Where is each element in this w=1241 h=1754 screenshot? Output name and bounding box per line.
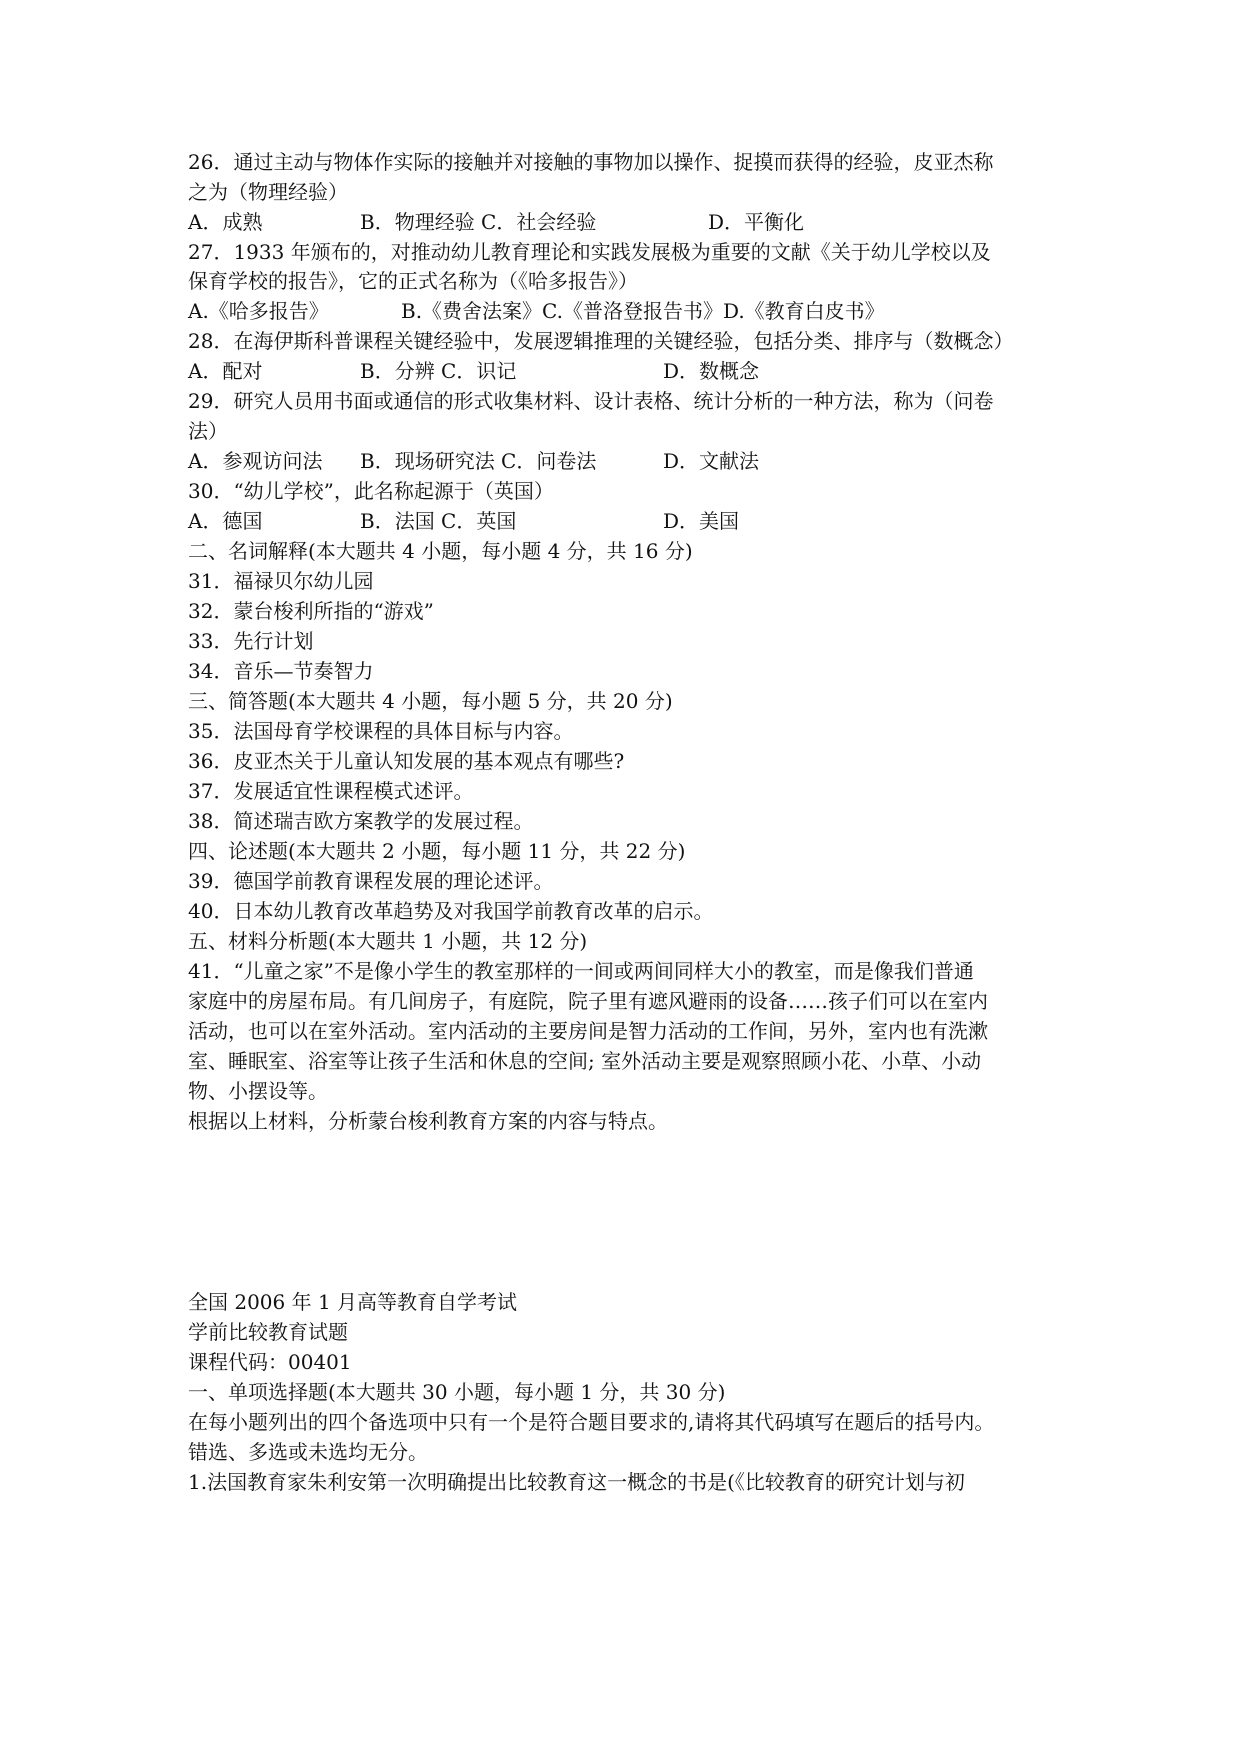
q29-option-d: D．文献法 xyxy=(663,449,760,473)
section2-heading: 二、名词解释(本大题共 4 小题，每小题 4 分，共 16 分) xyxy=(188,539,693,563)
q30-option-d: D．美国 xyxy=(663,509,740,533)
q41-line: 物、小摆设等。 xyxy=(188,1079,328,1103)
section2-item: 31．福禄贝尔幼儿园 xyxy=(188,569,374,593)
q41-line: 家庭中的房屋布局。有几间房子，有庭院，院子里有遮风避雨的设备……孩子们可以在室内 xyxy=(188,989,988,1013)
q26-option-a: A．成熟 xyxy=(188,210,263,234)
section3-item: 36．皮亚杰关于儿童认知发展的基本观点有哪些? xyxy=(188,749,625,773)
q29-option-bc: B．现场研究法 C．问卷法 xyxy=(360,449,597,473)
q41-prompt: 根据以上材料，分析蒙台梭利教育方案的内容与特点。 xyxy=(188,1109,668,1133)
q29-stem-line-1: 29．研究人员用书面或通信的形式收集材料、设计表格、统计分析的一种方法，称为（问卷 xyxy=(188,389,994,413)
q28-option-bc: B．分辨 C．识记 xyxy=(360,359,517,383)
q30-option-a: A．德国 xyxy=(188,509,263,533)
exam-q1-stem: 1.法国教育家朱利安第一次明确提出比较教育这一概念的书是(《比较教育的研究计划与初 xyxy=(188,1470,965,1494)
section4-item: 40．日本幼儿教育改革趋势及对我国学前教育改革的启示。 xyxy=(188,899,714,923)
q27-option-a: A.《哈多报告》 xyxy=(188,299,329,323)
q30-option-bc: B．法国 C．英国 xyxy=(360,509,517,533)
q27-stem-line-2: 保育学校的报告》，它的正式名称为（《哈多报告》） xyxy=(188,269,638,293)
q41-line: 活动，也可以在室外活动。室内活动的主要房间是智力活动的工作间，另外，室内也有洗漱 xyxy=(188,1019,988,1043)
exam-subject: 学前比较教育试题 xyxy=(188,1320,348,1344)
q28-option-a: A．配对 xyxy=(188,359,263,383)
section4-item: 39．德国学前教育课程发展的理论述评。 xyxy=(188,869,554,893)
section3-item: 35．法国母育学校课程的具体目标与内容。 xyxy=(188,719,574,743)
q41-line: 室、睡眠室、浴室等让孩子生活和休息的空间; 室外活动主要是观察照顾小花、小草、小动 xyxy=(188,1049,982,1073)
q27-option-bcd: B.《费舍法案》C.《普洛登报告书》D.《教育白皮书》 xyxy=(401,299,885,323)
section3-item: 38．简述瑞吉欧方案教学的发展过程。 xyxy=(188,809,534,833)
section2-item: 34．音乐—节奏智力 xyxy=(188,659,374,683)
q28-stem-line-1: 28．在海伊斯科普课程关键经验中，发展逻辑推理的关键经验，包括分类、排序与（数概念） xyxy=(188,329,1014,353)
exam-instruction-line-2: 错选、多选或未选均无分。 xyxy=(188,1440,428,1464)
section5-heading: 五、材料分析题(本大题共 1 小题，共 12 分) xyxy=(188,929,588,953)
section4-heading: 四、论述题(本大题共 2 小题，每小题 11 分，共 22 分) xyxy=(188,839,686,863)
section2-item: 32．蒙台梭利所指的“游戏” xyxy=(188,599,434,623)
q27-stem-line-1: 27．1933 年颁布的，对推动幼儿教育理论和实践发展极为重要的文献《关于幼儿学校以及 xyxy=(188,240,991,264)
q29-stem-line-2: 法） xyxy=(188,419,228,443)
section3-item: 37．发展适宜性课程模式述评。 xyxy=(188,779,474,803)
exam-section1-heading: 一、单项选择题(本大题共 30 小题，每小题 1 分，共 30 分) xyxy=(188,1380,726,1404)
q30-stem-line-1: 30．“幼儿学校”，此名称起源于（英国） xyxy=(188,479,554,503)
q26-stem-line-1: 26．通过主动与物体作实际的接触并对接触的事物加以操作、捉摸而获得的经验，皮亚杰称 xyxy=(188,150,994,174)
q28-option-d: D．数概念 xyxy=(663,359,760,383)
exam-instruction-line-1: 在每小题列出的四个备选项中只有一个是符合题目要求的,请将其代码填写在题后的括号内。 xyxy=(188,1410,995,1434)
exam-course-code: 课程代码：00401 xyxy=(188,1350,352,1374)
q41-line: 41．“儿童之家”不是像小学生的教室那样的一间或两间同样大小的教室，而是像我们普通 xyxy=(188,959,974,983)
q26-option-bc: B．物理经验 C．社会经验 xyxy=(360,210,597,234)
q29-option-a: A．参观访问法 xyxy=(188,449,323,473)
q26-option-d: D．平衡化 xyxy=(708,210,805,234)
section2-item: 33．先行计划 xyxy=(188,629,314,653)
exam-title: 全国 2006 年 1 月高等教育自学考试 xyxy=(188,1290,518,1314)
section3-heading: 三、简答题(本大题共 4 小题，每小题 5 分，共 20 分) xyxy=(188,689,673,713)
q26-stem-line-2: 之为（物理经验） xyxy=(188,180,348,204)
